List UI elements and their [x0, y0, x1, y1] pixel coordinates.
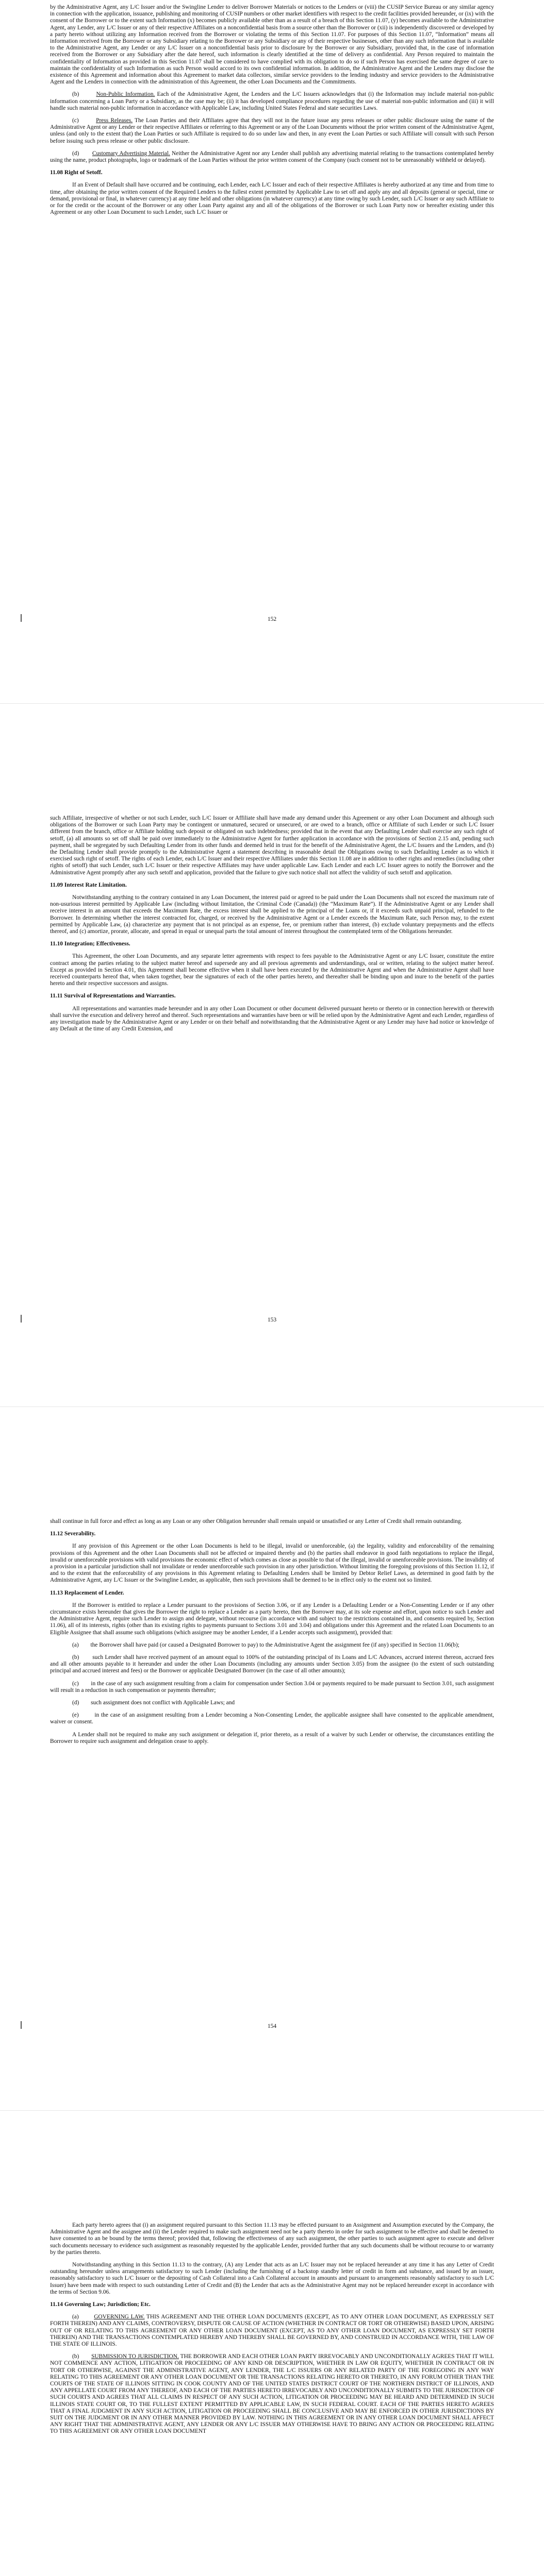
item-text: in the case of an assignment resulting from a Lender becoming a Non-Consenting Lender, the applicable assignee shall have consented to the applicable amendment, waiver or consent. — [50, 1712, 494, 1725]
paragraph: A Lender shall not be required to make any such assignment or delegation if, prior thereto, as a result of a waiver by such Lender or otherwise, the circumstances entitling the Borrower to require such assignment and delegation cease to apply. — [50, 1731, 494, 1744]
page-body — [0, 2111, 544, 2435]
paragraph-item — [50, 1700, 494, 1706]
paragraph: shall continue in full force and effect as long as any Loan or any other Obligation hereunder shall remain unpaid or unsatisfied or any Letter of Credit shall remain outstanding. — [50, 1518, 463, 1524]
item-label: (b) — [72, 2353, 79, 2360]
paragraph-item — [50, 1654, 494, 1675]
page-body — [0, 0, 544, 216]
paragraph: If any provision of this Agreement or the other Loan Documents is held to be illegal, invalid or unenforceable, (a) the legality, validity and enforceability of the remaining provisions of this Agreement and the other Loan Documents shall not be affected or impaired thereby and (b) the parties shall endeavor in good faith negotiations to replace the illegal, invalid or unenforceable provisions with valid provisions the economic effect of which comes as close as possible to that of the illegal, invalid or unenforceable provisions. The invalidity of a provision in a particular jurisdiction shall not invalidate or render unenforceable such provision in any other jurisdiction. Without limiting the foregoing provisions of this Section 11.12, if and to the extent that the enforceability of any provisions in this Agreement relating to Defaulting Lenders shall be limited by Debtor Relief Laws, as determined in good faith by the Administrative Agent, any L/C Issuer or the Swingline Lender, as applicable, then such provisions shall be deemed to be in effect only to the extent not so limited. — [50, 1543, 494, 1584]
paragraph-item — [50, 117, 494, 145]
item-text: THE BORROWER AND EACH OTHER LOAN PARTY IRREVOCABLY AND UNCONDITIONALLY AGREES THAT IT WILL NOT COMMENCE ANY ACTION, LITIGATION OR PROCEEDING OF ANY KIND OR DESCRIPTION, WHETHER IN LAW OR EQUITY, WHETHER IN CONTRACT OR IN TORT OR OTHERWISE, AGAINST THE ADMINISTRATIVE AGENT, ANY LENDER, THE L/C ISSUERS OR ANY RELATED PARTY OF THE FOREGOING IN ANY WAY RELATING TO THIS AGREEMENT OR ANY OTHER LOAN DOCUMENT OR THE TRANSACTIONS RELATING HERETO OR THERETO, IN ANY FORUM OTHER THAN THE COURTS OF THE STATE OF ILLINOIS SITTING IN COOK COUNTY AND OF THE UNITED STATES DISTRICT COURT OF THE NORTHERN DISTRICT OF ILLINOIS, AND ANY APPELLATE COURT FROM ANY THEREOF, AND EACH OF THE PARTIES HERETO IRREVOCABLY AND UNCONDITIONALLY SUBMITS TO THE JURISDICTION OF SUCH COURTS AND AGREES THAT ALL CLAIMS IN RESPECT OF ANY SUCH ACTION, LITIGATION OR PROCEEDING MAY BE HEARD AND DETERMINED IN SUCH ILLINOIS STATE COURT OR, TO THE FULLEST EXTENT PERMITTED BY APPLICABLE LAW, IN SUCH FEDERAL COURT. EACH OF THE PARTIES HERETO AGREES THAT A FINAL JUDGMENT IN ANY SUCH ACTION, LITIGATION OR PROCEEDING SHALL BE CONCLUSIVE AND MAY BE ENFORCED IN OTHER JURISDICTIONS BY SUIT ON THE JUDGMENT OR IN ANY OTHER MANNER PROVIDED BY LAW. NOTHING IN THIS AGREEMENT OR IN ANY OTHER LOAN DOCUMENT SHALL AFFECT ANY RIGHT THAT THE ADMINISTRATIVE AGENT, ANY LENDER OR ANY L/C ISSUER MAY OTHERWISE HAVE TO BRING ANY ACTION OR PROCEEDING RELATING TO THIS AGREEMENT OR ANY OTHER LOAN DOCUMENT — [50, 2353, 494, 2435]
item-heading: Non-Public Information. — [96, 91, 155, 98]
document-page — [0, 704, 544, 1406]
paragraph-item — [50, 1712, 494, 1725]
paragraph: Notwithstanding anything in this Section 11.13 to the contrary, (A) any Lender that acts as an L/C Issuer may not be replaced hereunder at any time it has any Letter of Credit outstanding hereunder unless arrangements satisfactory to such Lender (including the furnishing of a backstop standby letter of credit in form and substance, and issued by an issuer, reasonably satisfactory to such L/C Issuer or the depositing of Cash Collateral into a Cash Collateral account in amounts and pursuant to arrangements reasonably satisfactory to such L/C Issuer) have been made with respect to such outstanding Letter of Credit and (B) the Lender that acts as the Administrative Agent may not be replaced hereunder except in accordance with the terms of Section 9.06. — [50, 2262, 494, 2295]
paragraph-item — [50, 1642, 494, 1649]
page-number: 153 — [267, 1317, 277, 1323]
paragraph-item — [50, 150, 494, 164]
paragraph: If the Borrower is entitled to replace a Lender pursuant to the provisions of Section 3.06, or if any Lender is a Defaulting Lender or a Non-Consenting Lender or if any other circumstance exists hereunder that gives the Borrower the right to replace a Lender as a party hereto, then the Borrower may, at its sole expense and effort, upon notice to such Lender and the Administrative Agent, require such Lender to assign and delegate, without recourse (in accordance with and subject to the restrictions contained in, and consents required by, Section 11.06), all of its interests, rights (other than its existing rights to payments pursuant to Sections 3.01 and 3.04) and obligations under this Agreement and the related Loan Documents to an Eligible Assignee that shall assume such obligations (which assignee may be another Lender, if a Lender accepts such assignment), provided that: — [50, 1602, 494, 1636]
item-label: (a) — [72, 2314, 79, 2320]
paragraph: All representations and warranties made hereunder and in any other Loan Document or other document delivered pursuant hereto or thereto or in connection herewith or therewith shall survive the execution and delivery hereof and thereof. Such representations and warranties have been or will be relied upon by the Administrative Agent and each Lender, regardless of any investigation made by the Administrative Agent or any Lender or on their behalf and notwithstanding that the Administrative Agent or any Lender may have had notice or knowledge of any Default at the time of any Credit Extension, and — [50, 1005, 494, 1032]
item-heading: Customary Advertising Material. — [92, 150, 170, 157]
item-text: Neither the Administrative Agent nor any Lender shall publish any advertising material relating to the transactions contemplated hereby using the name, product photographs, logo or trademark of the Loan Parties without the prior written consent of the Company (such consent not to be unreasonably withheld or delayed). — [50, 150, 494, 164]
item-text: The Loan Parties and their Affiliates agree that they will not in the future issue any press releases or other public disclosure using the name of the Administrative Agent or any Lender or their respective Affiliates or referring to this Agreement or any of the Loan Documents without the prior written consent of the Administrative Agent, unless (and only to the extent that) the Loan Parties or such Affiliate is required to do so under law and then, in any event the Loan Parties or such Affiliate will consult with such Person before issuing such press release or other public disclosure. — [50, 117, 494, 144]
item-text: such Lender shall have received payment of an amount equal to 100% of the outstanding principal of its Loans and L/C Advances, accrued interest thereon, accrued fees and all other amounts payable to it hereunder and under the other Loan Documents (including any amounts under Section 3.05) from the assignee (to the extent of such outstanding principal and accrued interest and fees) or the Borrower or applicable Designated Borrower (in the case of all other amounts); — [50, 1654, 494, 1674]
page-body — [0, 1407, 544, 1745]
item-text: such assignment does not conflict with Applicable Laws; and — [91, 1700, 235, 1706]
document-page — [0, 0, 544, 703]
document-page — [0, 1407, 544, 2110]
item-text: in the case of any such assignment resulting from a claim for compensation under Section 3.04 or payments required to be made pursuant to Section 3.01, such assignment will result in a reduction in such compensation or payments thereafter; — [50, 1680, 494, 1693]
document-page — [0, 2111, 544, 2576]
paragraph: by the Administrative Agent, any L/C Issuer and/or the Swingline Lender to deliver Borrower Materials or notices to the Lenders or (viii) the CUSIP Service Bureau or any similar agency in connection with the application, issuance, publishing and monitoring of CUSIP numbers or other market identifiers with respect to the credit facilities provided hereunder, or (ix) with the consent of the Borrower or to the extent such Information (x) becomes publicly available other than as a result of a breach of this Section 11.07, (y) becomes available to the Administrative Agent, any Lender, any L/C Issuer or any of their respective Affiliates on a nonconfidential basis from a source other than the Borrower or (xii) is independently discovered or developed by a party hereto without utilizing any Information received from the Borrower or violating the terms of this Section 11.07. For purposes of this Section 11.07, “Information” means all information received from the Borrower or any Subsidiary relating to the Borrower or any Subsidiary or any of their respective businesses, other than any such information that is available to the Administrative Agent, any Lender or any L/C Issuer on a nonconfidential basis prior to disclosure by the Borrower or any Subsidiary, provided that, in the case of information received from the Borrower or any Subsidiary after the date hereof, such information is clearly identified at the time of delivery as confidential. Any Person required to maintain the confidentiality of Information as provided in this Section 11.07 shall be considered to have complied with its obligation to do so if such Person has exercised the same degree of care to maintain the confidentiality of such Information as such Person would accord to its own confidential information. In addition, the Administrative Agent and the Lenders may disclose the existence of this Agreement and information about this Agreement to market data collectors, similar service providers to the lending industry and service providers to the Administrative Agent and the Lenders in connection with the administration of this Agreement, the other Loan Documents and the Commitments. — [50, 4, 494, 86]
item-text: Each of the Administrative Agent, the Lenders and the L/C Issuers acknowledges that (i) the Information may include material non-public information concerning a Loan Party or a Subsidiary, as the case may be; (ii) it has developed compliance procedures regarding the use of material non-public information and (iii) it will handle such material non-public information in accordance with Applicable Law, including United States Federal and state securities Laws. — [50, 91, 494, 111]
item-label: (b) — [72, 91, 79, 98]
item-heading: GOVERNING LAW. — [94, 2314, 145, 2320]
section-heading: 11.13 Replacement of Lender. — [50, 1589, 124, 1596]
item-text: the Borrower shall have paid (or caused a Designated Borrower to pay) to the Administrative Agent the assignment fee (if any) specified in Section 11.06(b); — [90, 1641, 459, 1648]
item-label: (d) — [72, 1700, 79, 1706]
item-label: (b) — [72, 1654, 79, 1661]
paragraph-item — [50, 91, 494, 112]
item-text: THIS AGREEMENT AND THE OTHER LOAN DOCUMENTS (EXCEPT, AS TO ANY OTHER LOAN DOCUMENT, AS EXPRESSLY SET FORTH THEREIN) AND ANY CLAIMS, CONTROVERSY, DISPUTE OR CAUSE OF ACTION (WHETHER IN CONTRACT OR TORT OR OTHERWISE) BASED UPON, ARISING OUT OF OR RELATING TO THIS AGREEMENT OR ANY OTHER LOAN DOCUMENT (EXCEPT, AS TO ANY OTHER LOAN DOCUMENT, AS EXPRESSLY SET FORTH THEREIN) AND THE TRANSACTIONS CONTEMPLATED HEREBY AND THEREBY SHALL BE GOVERNED BY, AND CONSTRUED IN ACCORDANCE WITH, THE LAW OF THE STATE OF ILLINOIS. — [50, 2314, 494, 2348]
paragraph: This Agreement, the other Loan Documents, and any separate letter agreements with respect to fees payable to the Administrative Agent or any L/C Issuer, constitute the entire contract among the parties relating to the subject matter hereof and supersede any and all previous agreements and understandings, oral or written, relating to the subject matter hereof. Except as provided in Section 4.01, this Agreement shall become effective when it shall have been executed by the Administrative Agent and when the Administrative Agent shall have received counterparts hereof that, when taken together, bear the signatures of each of the other parties hereto, and thereafter shall be binding upon and inure to the benefit of the parties hereto and their respective successors and assigns. — [50, 953, 494, 987]
paragraph-item — [50, 2353, 494, 2435]
section-heading: 11.09 Interest Rate Limitation. — [50, 882, 127, 888]
page-number: 154 — [267, 2023, 277, 2029]
section-heading: 11.10 Integration; Effectiveness. — [50, 941, 130, 947]
section-heading: 11.14 Governing Law; Jurisdiction; Etc. — [50, 2301, 151, 2308]
item-heading: Press Releases. — [96, 117, 133, 124]
item-heading: SUBMISSION TO JURISDICTION. — [91, 2353, 179, 2360]
page-body — [0, 704, 544, 1032]
section-heading: 11.12 Severability. — [50, 1531, 96, 1537]
paragraph: Notwithstanding anything to the contrary contained in any Loan Document, the interest paid or agreed to be paid under the Loan Documents shall not exceed the maximum rate of non-usurious interest permitted by Applicable Law (including without limitation, the Criminal Code (Canada)) (the “Maximum Rate”). If the Administrative Agent or any Lender shall receive interest in an amount that exceeds the Maximum Rate, the excess interest shall be applied to the principal of the Loans or, if it exceeds such unpaid principal, refunded to the Borrower. In determining whether the interest contracted for, charged, or received by the Administrative Agent or a Lender exceeds the Maximum Rate, such Person may, to the extent permitted by Applicable Law, (a) characterize any payment that is not principal as an expense, fee, or premium rather than interest, (b) exclude voluntary prepayments and the effects thereof, and (c) amortize, prorate, allocate, and spread in equal or unequal parts the total amount of interest throughout the contemplated term of the Obligations hereunder. — [50, 894, 494, 935]
paragraph: such Affiliate, irrespective of whether or not such Lender, such L/C Issuer or Affiliate shall have made any demand under this Agreement or any other Loan Document and although such obligations of the Borrower or such Loan Party may be contingent or unmatured, secured or unsecured, or are owed to a branch, office or Affiliate of such Lender or such L/C Issuer different from the branch, office or Affiliate holding such deposit or obligated on such indebtedness; provided that in the event that any Defaulting Lender shall exercise any such right of setoff, (a) all amounts so set off shall be paid over immediately to the Administrative Agent for further application in accordance with the provisions of Section 2.15 and, pending such payment, shall be segregated by such Defaulting Lender from its other funds and deemed held in trust for the benefit of the Administrative Agent, the L/C Issuers and the Lenders, and (b) the Defaulting Lender shall provide promptly to the Administrative Agent a statement describing in reasonable detail the Obligations owing to such Defaulting Lender as to which it exercised such right of setoff. The rights of each Lender, each L/C Issuer and their respective Affiliates under this Section 11.08 are in addition to other rights and remedies (including other rights of setoff) that such Lender, such L/C Issuer or their respective Affiliates may have under applicable Law. Each Lender and each L/C Issuer agrees to notify the Borrower and the Administrative Agent promptly after any such setoff and application, provided that the failure to give such notice shall not affect the validity of such setoff and application. — [50, 815, 494, 876]
paragraph-item — [50, 1681, 494, 1694]
paragraph: If an Event of Default shall have occurred and be continuing, each Lender, each L/C Issuer and each of their respective Affiliates is hereby authorized at any time and from time to time, after obtaining the prior written consent of the Required Lenders to the fullest extent permitted by Applicable Law to set off and apply any and all deposits (general or special, time or demand, provisional or final, in whatever currency) at any time held and other obligations (in whatever currency) at any time owing by such Lender, such L/C Issuer or any such Affiliate to or for the credit or the account of the Borrower or any other Loan Party against any and all of the obligations of the Borrower or such Loan Party now or hereafter existing under this Agreement or any other Loan Document to such Lender, such L/C Issuer or — [50, 182, 494, 216]
item-label: (a) — [72, 1641, 79, 1648]
item-label: (c) — [72, 117, 79, 124]
item-label: (e) — [72, 1712, 79, 1719]
page-number: 152 — [267, 616, 277, 622]
section-heading: 11.08 Right of Setoff. — [50, 170, 103, 176]
item-label: (c) — [72, 1680, 79, 1687]
paragraph: Each party hereto agrees that (i) an assignment required pursuant to this Section 11.13 may be effected pursuant to an Assignment and Assumption executed by the Company, the Administrative Agent and the assignee and (ii) the Lender required to make such assignment need not be a party thereto in order for such assignment to be effective and shall be deemed to have consented to an be bound by the terms thereof; provided that, following the effectiveness of any such assignment, the other parties to such assignment agree to execute and deliver such documents necessary to evidence such assignment as reasonably requested by the applicable Lender, provided further that any such documents shall be without recourse to or warranty by the parties thereto. — [50, 2222, 494, 2256]
paragraph-item — [50, 2314, 494, 2348]
section-heading: 11.11 Survival of Representations and Warranties. — [50, 993, 176, 999]
item-label: (d) — [72, 150, 79, 157]
